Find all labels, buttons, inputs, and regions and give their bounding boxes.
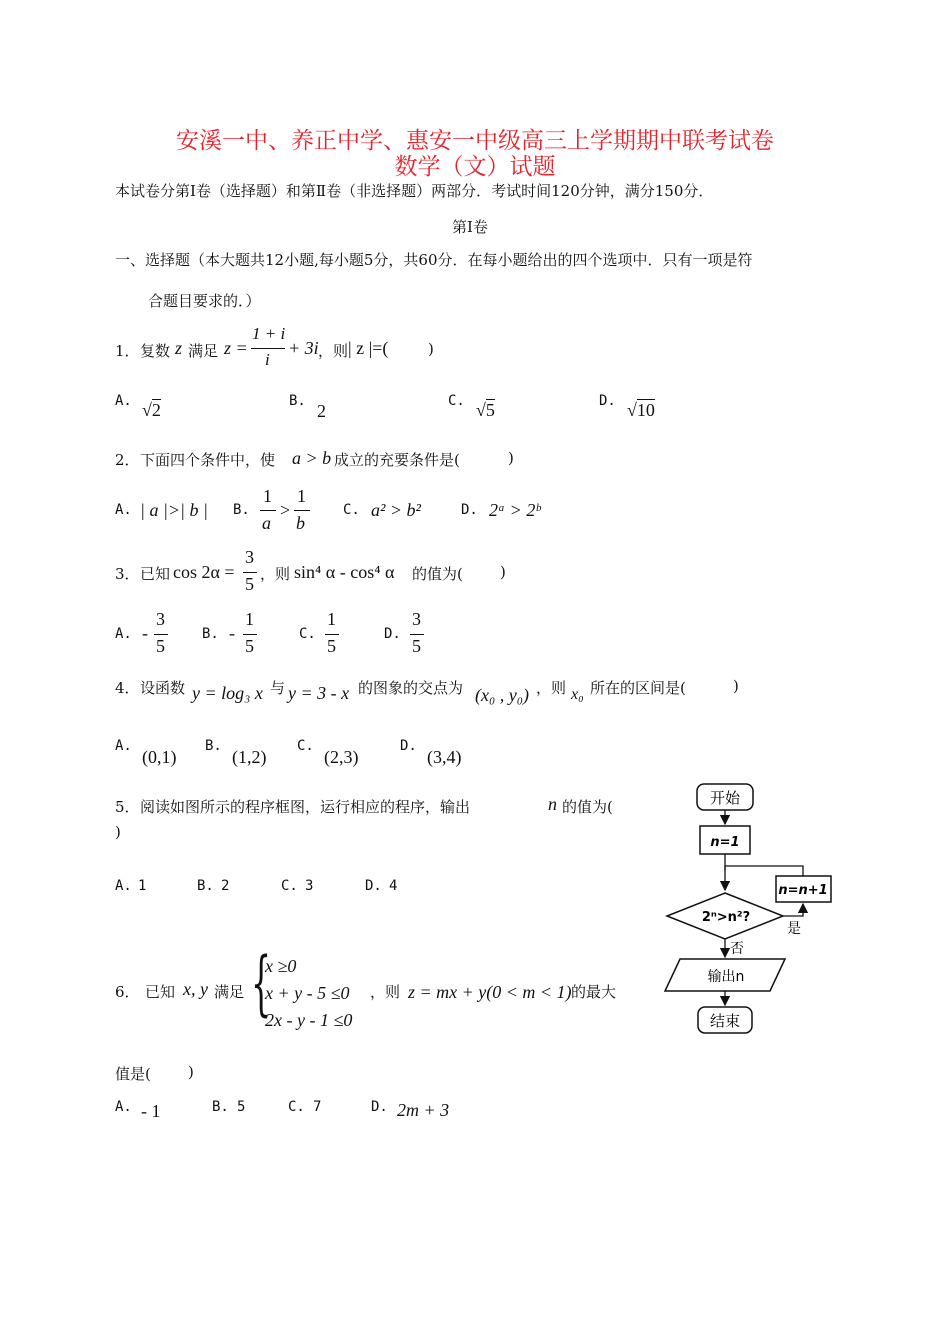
option-label: B.: [233, 502, 250, 518]
math-formula: + 3i: [288, 338, 319, 358]
question-stem: 复数: [140, 342, 171, 360]
question-stem: 的值为(: [412, 565, 463, 583]
math-formula: y = 3 - x: [288, 683, 350, 703]
fraction-denominator: i: [265, 350, 270, 369]
question-number: 6．: [115, 983, 140, 1001]
fraction-denominator: 5: [412, 636, 421, 656]
question-stem: 满足: [188, 342, 219, 360]
flow-start-label: 开始: [709, 789, 741, 807]
question-stem: ，则: [370, 983, 401, 1001]
part-instruction-cont: 合题目要求的．）: [148, 292, 261, 310]
radicand: 10: [636, 400, 655, 420]
sqrt-sign: √5: [476, 400, 495, 420]
option-label: A.: [115, 1099, 132, 1115]
option-value: 2m + 3: [397, 1100, 450, 1120]
option-label: B.: [202, 626, 219, 642]
option-value: 2: [317, 401, 326, 421]
math-var: x, y: [183, 979, 208, 999]
fraction-numerator: 3: [412, 609, 421, 629]
fraction-numerator: 3: [156, 609, 165, 629]
option-label: D.: [365, 878, 382, 894]
flow-init-label: n=1: [710, 835, 740, 850]
fraction-bar: [325, 634, 339, 635]
option-value: (1,2): [232, 747, 267, 767]
option-value: - 1: [141, 1101, 161, 1121]
option-value: a² > b²: [371, 500, 421, 520]
question-stem: 与: [270, 679, 286, 697]
option-label: C.: [448, 393, 465, 409]
question-stem: 下面四个条件中，使: [140, 451, 276, 469]
paren-close: ): [508, 449, 514, 467]
option-label: C.: [288, 1099, 305, 1115]
math-var: z: [175, 338, 183, 358]
option-label: A.: [115, 502, 132, 518]
fraction-bar: [260, 510, 276, 511]
constraint: x ≥0: [265, 956, 297, 976]
radicand: 2: [151, 400, 161, 420]
fraction-numerator: 1: [263, 486, 272, 506]
question-stem: 阅读如图所示的程序框图，运行相应的程序，输出: [140, 798, 471, 816]
option-label: C.: [281, 878, 298, 894]
paren-close: ): [188, 1063, 194, 1081]
fraction-bar: [294, 510, 310, 511]
option-sign: -: [142, 623, 148, 643]
fraction-bar: [251, 348, 285, 349]
option-label: D.: [461, 502, 478, 518]
question-number: 4．: [115, 679, 140, 697]
part-instruction: 一、选择题（本大题共12小题,每小题5分，共60分．在每小题给出的四个选项中．只有一项是符: [115, 251, 753, 269]
question-stem: 的值为(: [562, 798, 613, 816]
option-label: A.: [115, 626, 132, 642]
fraction-numerator: 1: [327, 609, 336, 629]
option-label: B.: [212, 1099, 229, 1115]
constraint: x + y - 5 ≤0: [265, 983, 350, 1003]
option-value: 3: [305, 878, 314, 894]
question-stem: ，则: [318, 342, 349, 360]
brace-icon: {: [251, 942, 272, 1024]
math-formula: a > b: [292, 448, 332, 468]
math-formula: (x₀ , y₀): [475, 685, 529, 705]
page-subtitle: 数学（文）试题: [394, 154, 556, 180]
flow-output-label: 输出n: [707, 969, 745, 985]
question-stem: ，则: [260, 565, 291, 583]
question-stem: 所在的区间是(: [590, 679, 686, 697]
paren-close: ): [733, 677, 739, 695]
math-var: n: [548, 794, 557, 814]
fraction-numerator: 1: [245, 609, 254, 629]
fraction-bar: [243, 572, 257, 573]
sqrt-sign: √2: [142, 400, 161, 420]
fraction-bar: [243, 634, 257, 635]
option-value: 2: [221, 878, 230, 894]
paren-close: ): [500, 563, 506, 581]
option-value: 2ᵃ > 2ᵇ: [489, 500, 541, 520]
math-formula: cos 2α =: [173, 562, 235, 582]
flow-condition-label: 2ⁿ>n²?: [701, 910, 751, 925]
question-stem: 的图象的交点为: [358, 679, 464, 697]
question-stem: 成立的充要条件是(: [334, 451, 460, 469]
flow-end-label: 结束: [709, 1012, 741, 1030]
fraction-bar: [410, 634, 424, 635]
option-label: D.: [599, 393, 616, 409]
flow-yes-arrow: [783, 904, 803, 916]
paren-close: ): [428, 340, 434, 358]
option-label: D.: [384, 626, 401, 642]
option-label: D.: [400, 738, 417, 754]
fraction-denominator: 5: [245, 636, 254, 656]
option-label: B.: [289, 393, 306, 409]
math-formula: z = mx + y(0 < m < 1): [408, 982, 572, 1002]
option-label: B.: [205, 738, 222, 754]
option-value: (0,1): [142, 747, 177, 767]
question-number: 5．: [115, 798, 140, 816]
option-label: B.: [197, 878, 214, 894]
constraint: 2x - y - 1 ≤0: [265, 1010, 353, 1030]
option-value: 7: [313, 1099, 322, 1115]
flow-no-label: 否: [730, 941, 744, 957]
intro-text: 本试卷分第Ⅰ卷（选择题）和第Ⅱ卷（非选择题）两部分．考试时间120分钟，满分150分．: [115, 182, 714, 200]
option-value: 5: [237, 1099, 246, 1115]
math-formula: x₀: [571, 686, 584, 703]
option-label: D.: [371, 1099, 388, 1115]
section-heading: 第Ⅰ卷: [452, 218, 488, 236]
question-stem: 值是(: [115, 1065, 151, 1083]
fraction-numerator: 1 + i: [252, 324, 286, 343]
option-label: C.: [297, 738, 314, 754]
sqrt-sign: √10: [627, 400, 655, 420]
option-label: C.: [299, 626, 316, 642]
fraction-denominator: 5: [156, 636, 165, 656]
operator: >: [280, 500, 291, 520]
question-number: 2．: [115, 451, 140, 469]
radicand: 5: [485, 400, 495, 420]
fraction-denominator: a: [262, 513, 271, 533]
flow-update-label: n=n+1: [778, 883, 828, 898]
page-title: 安溪一中、养正中学、惠安一中级高三上学期期中联考试卷: [176, 128, 774, 154]
math-formula: sin⁴ α - cos⁴ α: [294, 562, 395, 582]
option-value: (2,3): [324, 747, 359, 767]
question-stem: 满足: [214, 983, 245, 1001]
option-value: 1: [138, 878, 147, 894]
option-label: C.: [343, 502, 360, 518]
option-value: | a |>| b |: [140, 500, 208, 520]
fraction-denominator: b: [296, 513, 305, 533]
option-label: A.: [115, 878, 132, 894]
math-formula: y = log₃ x: [192, 683, 263, 703]
question-stem: 已知: [145, 983, 176, 1001]
question-stem: ，则: [536, 679, 567, 697]
fraction-denominator: 5: [327, 636, 336, 656]
option-sign: -: [229, 623, 235, 643]
program-flowchart: [660, 780, 850, 1040]
fraction-numerator: 3: [245, 547, 254, 567]
question-stem: 已知: [140, 565, 171, 583]
option-value: 4: [389, 878, 398, 894]
question-number: 1．: [115, 342, 140, 360]
option-label: A.: [115, 393, 132, 409]
option-label: A.: [115, 738, 132, 754]
flow-loop-line: [725, 866, 803, 876]
question-stem: 的最大: [571, 983, 617, 1001]
paren-close: ): [115, 823, 121, 841]
question-number: 3．: [115, 565, 140, 583]
option-value: (3,4): [427, 747, 462, 767]
flow-yes-label: 是: [787, 921, 801, 937]
fraction-bar: [154, 634, 168, 635]
fraction-numerator: 1: [297, 486, 306, 506]
question-stem: 设函数: [140, 679, 186, 697]
math-formula: z =: [224, 338, 248, 358]
fraction-denominator: 5: [245, 574, 254, 594]
math-formula: | z |=(: [348, 338, 389, 358]
